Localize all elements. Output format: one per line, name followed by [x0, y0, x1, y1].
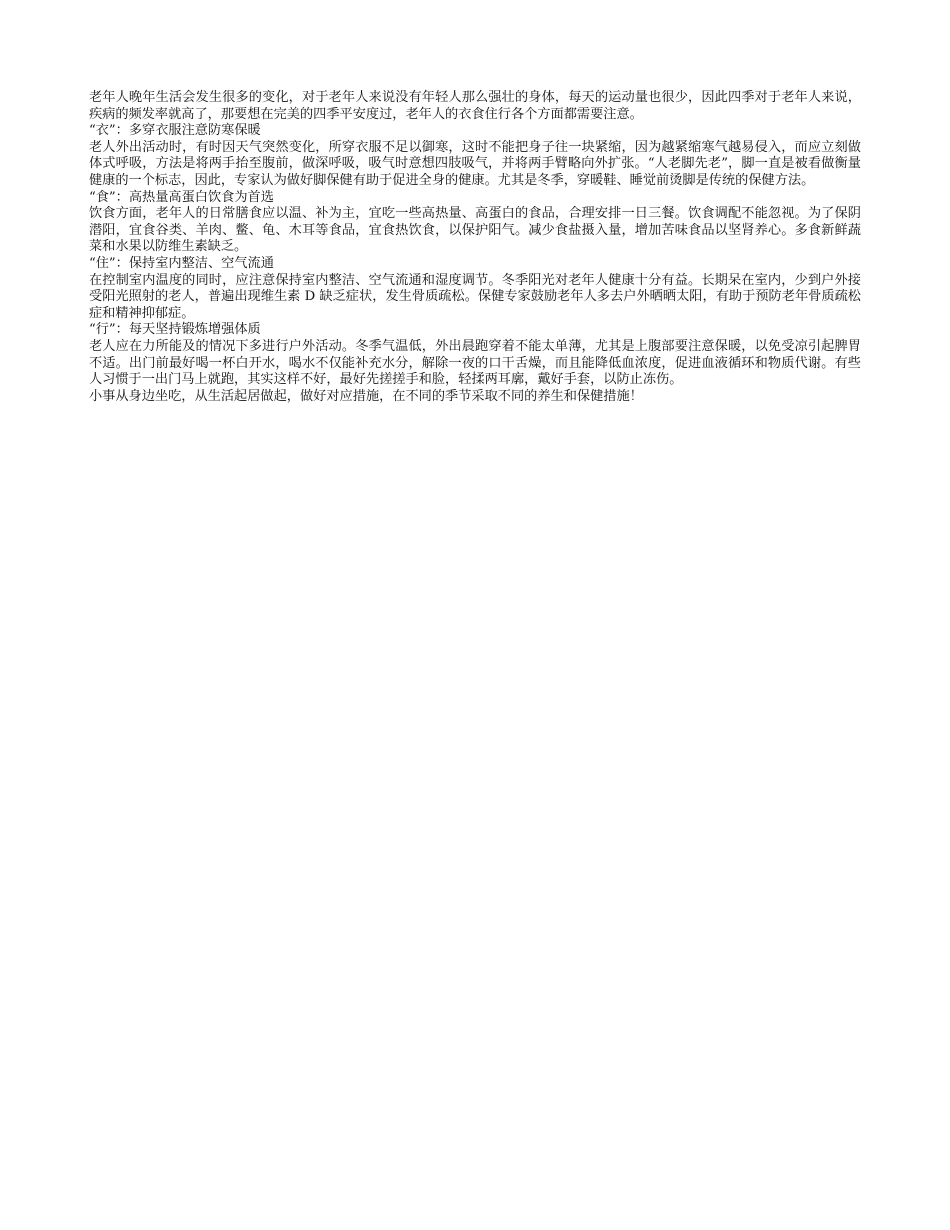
closing-paragraph: 小事从身边坐吃，从生活起居做起，做好对应措施，在不同的季节采取不同的养生和保健措施！	[89, 388, 643, 404]
section-heading-clothing: “衣”：多穿衣服注意防寒保暖	[89, 123, 261, 139]
intro-paragraph: 老年人晚年生活会发生很多的变化，对于老年人来说没有年轻人那么强壮的身体，每天的运动量也很少，因此四季对于老年人来说，疾病的频发率就高了，那要想在完美的四季平安度过，老年人的衣食住行各个方面都需要注意。	[89, 90, 861, 122]
clothing-paragraph: 老人外出活动时，有时因天气突然变化，所穿衣服不足以御寒，这时不能把身子往一块紧缩，因为越紧缩寒气越易侵入，而应立刻做体式呼吸，方法是将两手抬至腹前，做深呼吸，吸气时意想四肢吸气，并将两手臂略向外扩张。“人老脚先老”，脚一直是被看做衡量健康的一个标志，因此，专家认为做好脚保健有助于促进全身的健康。尤其是冬季，穿暖鞋、睡觉前烫脚是传统的保健方法。	[89, 139, 861, 188]
food-paragraph: 饮食方面，老年人的日常膳食应以温、补为主，宜吃一些高热量、高蛋白的食品，合理安排一日三餐。饮食调配不能忽视。为了保阴潜阳，宜食谷类、羊肉、鳖、龟、木耳等食品，宜食热饮食，以保护阳气。减少食盐摄入量，增加苦味食品以坚肾养心。多食新鲜蔬菜和水果以防维生素缺乏。	[89, 206, 861, 255]
housing-paragraph: 在控制室内温度的同时，应注意保持室内整洁、空气流通和湿度调节。冬季阳光对老年人健康十分有益。长期呆在室内，少到户外接受阳光照射的老人，普遍出现维生素 D 缺乏症状，发生骨质疏松。保健专家鼓励老年人多去户外晒晒太阳，有助于预防老年骨质疏松症和精神抑郁症。	[89, 272, 861, 321]
section-heading-food: “食”：高热量高蛋白饮食为首选	[89, 189, 274, 205]
document-body	[89, 90, 861, 405]
activity-paragraph: 老人应在力所能及的情况下多进行户外活动。冬季气温低，外出晨跑穿着不能太单薄，尤其是上腹部要注意保暖，以免受凉引起脾胃不适。出门前最好喝一杯白开水，喝水不仅能补充水分，解除一夜的口干舌燥，而且能降低血浓度，促进血液循环和物质代谢。有些人习惯于一出门马上就跑，其实这样不好，最好先搓搓手和脸，轻揉两耳廓，戴好手套，以防止冻伤。	[89, 338, 861, 388]
section-heading-activity: “行”：每天坚持锻炼增强体质	[89, 322, 261, 338]
section-heading-housing: “住”：保持室内整洁、空气流通	[89, 255, 274, 271]
